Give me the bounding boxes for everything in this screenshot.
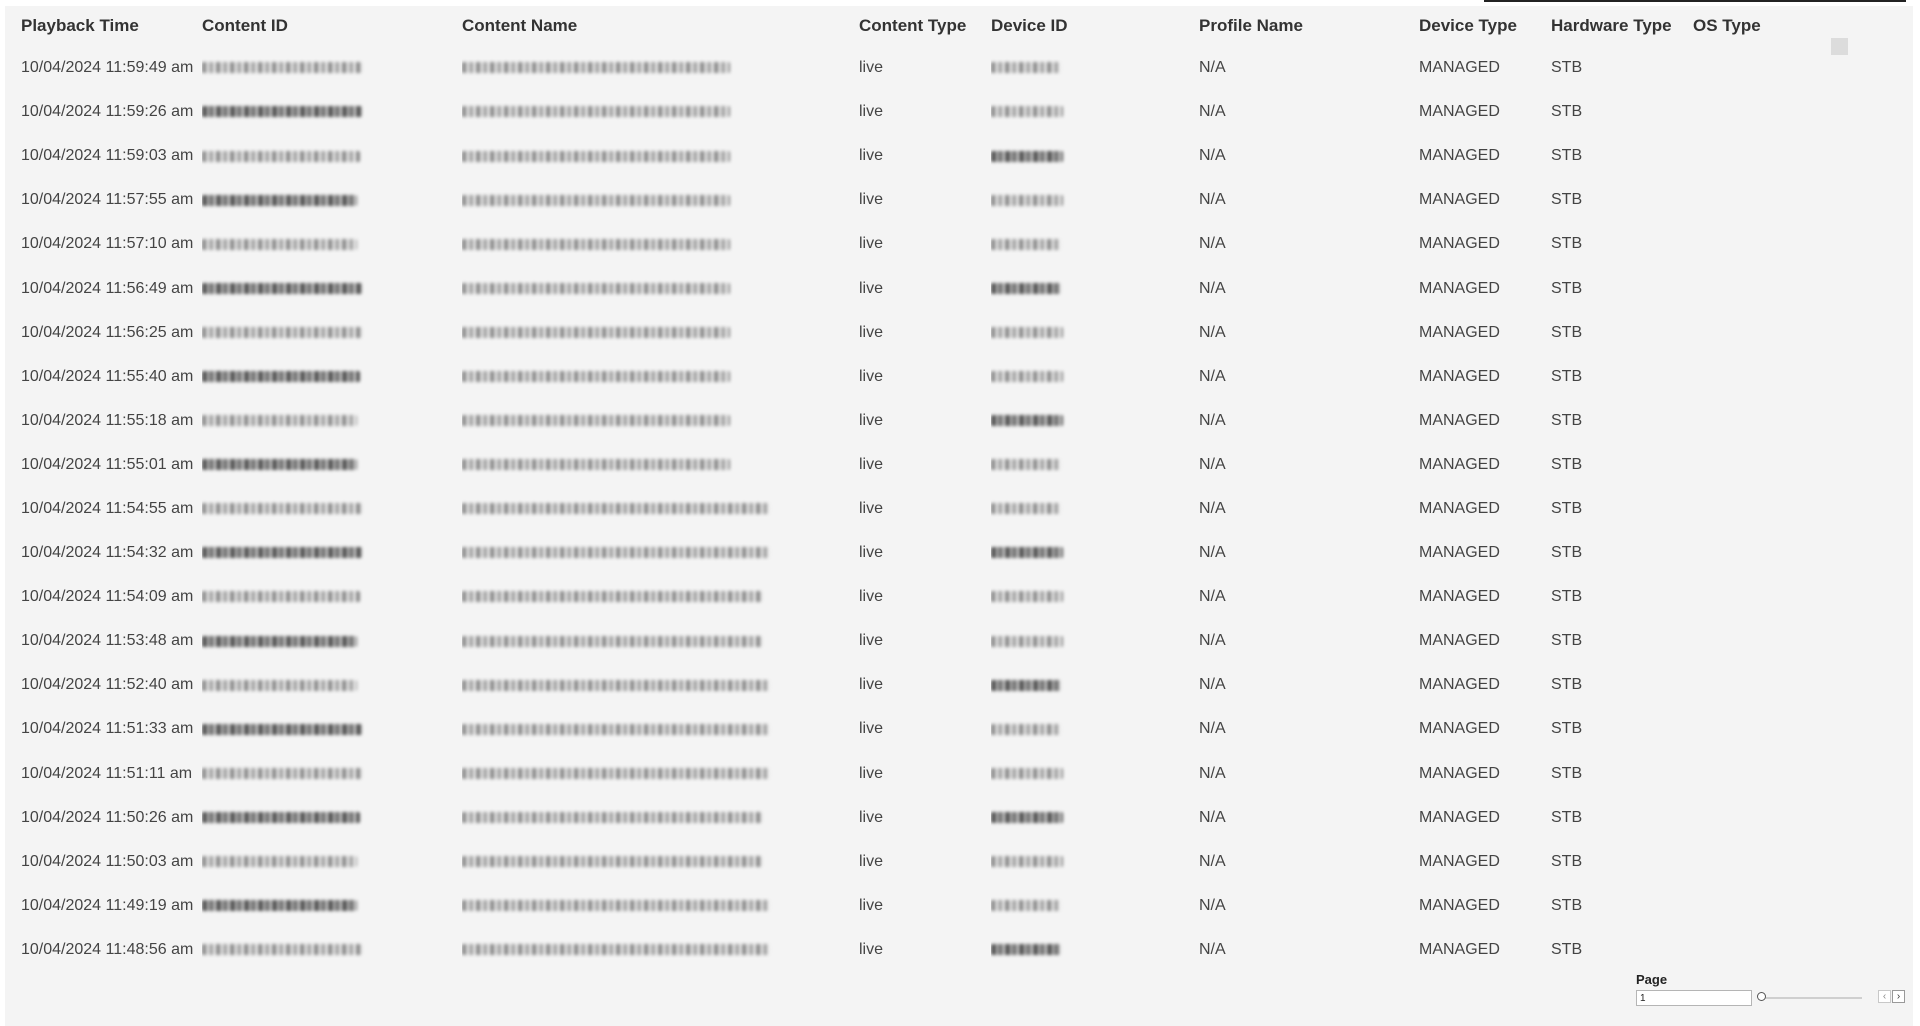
redacted-value xyxy=(202,900,357,911)
header-profile-name[interactable]: Profile Name xyxy=(1199,16,1303,35)
redacted-value xyxy=(462,503,770,514)
redacted-value xyxy=(202,239,357,250)
redacted-value xyxy=(202,591,360,602)
cell-playback-time: 10/04/2024 11:52:40 am xyxy=(21,676,194,694)
cell-hardware-type: STB xyxy=(1551,323,1583,341)
cell-os-type xyxy=(1693,311,1833,355)
cell-content-name xyxy=(462,266,859,310)
cell-content-id xyxy=(202,222,462,266)
cell-device-type: MANAGED xyxy=(1419,544,1500,562)
table-row[interactable] xyxy=(5,575,1833,619)
cell-device-type: MANAGED xyxy=(1419,103,1500,121)
redacted-value xyxy=(991,415,1063,426)
redacted-value xyxy=(991,547,1063,558)
cell-profile-name: N/A xyxy=(1199,411,1226,429)
cell-content-type: live xyxy=(859,632,884,650)
header-content-name[interactable]: Content Name xyxy=(462,16,578,35)
redacted-value xyxy=(202,768,362,779)
cell-content-name xyxy=(462,707,859,751)
cell-content-type: live xyxy=(859,544,884,562)
cell-hardware-type: STB xyxy=(1551,367,1583,385)
cell-device-type: MANAGED xyxy=(1419,411,1500,429)
cell-os-type xyxy=(1693,928,1833,972)
cell-hardware-type: STB xyxy=(1551,191,1583,209)
cell-playback-time: 10/04/2024 11:56:49 am xyxy=(21,279,194,297)
cell-content-id xyxy=(202,399,462,443)
redacted-value xyxy=(991,327,1063,338)
cell-os-type xyxy=(1693,752,1833,796)
cell-hardware-type: STB xyxy=(1551,852,1583,870)
cell-playback-time: 10/04/2024 11:55:01 am xyxy=(21,455,194,473)
cell-os-type xyxy=(1693,355,1833,399)
redacted-value xyxy=(202,151,360,162)
table-row[interactable] xyxy=(5,752,1833,796)
cell-content-name xyxy=(462,840,859,884)
cell-device-id xyxy=(991,840,1199,884)
redacted-value xyxy=(202,636,357,647)
redacted-value xyxy=(462,283,730,294)
cell-device-id xyxy=(991,266,1199,310)
cell-content-id xyxy=(202,311,462,355)
cell-content-name xyxy=(462,487,859,531)
redacted-value xyxy=(991,636,1063,647)
cell-content-id xyxy=(202,355,462,399)
cell-profile-name: N/A xyxy=(1199,852,1226,870)
cell-profile-name: N/A xyxy=(1199,588,1226,606)
cell-content-type: live xyxy=(859,235,884,253)
cell-hardware-type: STB xyxy=(1551,676,1583,694)
redacted-value xyxy=(462,106,730,117)
header-device-id[interactable]: Device ID xyxy=(991,16,1068,35)
cell-hardware-type: STB xyxy=(1551,632,1583,650)
cell-content-id xyxy=(202,443,462,487)
redacted-value xyxy=(462,151,730,162)
cell-content-name xyxy=(462,575,859,619)
cell-hardware-type: STB xyxy=(1551,411,1583,429)
cell-device-id xyxy=(991,355,1199,399)
redacted-value xyxy=(202,812,360,823)
cell-content-type: live xyxy=(859,940,884,958)
cell-profile-name: N/A xyxy=(1199,544,1226,562)
redacted-value xyxy=(202,944,362,955)
cell-profile-name: N/A xyxy=(1199,191,1226,209)
redacted-value xyxy=(202,459,357,470)
cell-content-type: live xyxy=(859,323,884,341)
cell-content-id xyxy=(202,884,462,928)
table-row[interactable] xyxy=(5,796,1833,840)
cell-playback-time: 10/04/2024 11:50:03 am xyxy=(21,852,194,870)
chevron-left-icon[interactable]: ‹ xyxy=(1878,990,1891,1003)
cell-playback-time: 10/04/2024 11:51:33 am xyxy=(21,720,194,738)
chevron-right-icon[interactable]: › xyxy=(1892,990,1905,1003)
cell-content-type: live xyxy=(859,499,884,517)
table-row[interactable] xyxy=(5,663,1833,707)
cell-os-type xyxy=(1693,619,1833,663)
cell-profile-name: N/A xyxy=(1199,940,1226,958)
cell-device-type: MANAGED xyxy=(1419,720,1500,738)
table-body xyxy=(5,46,1833,972)
redacted-value xyxy=(462,900,770,911)
cell-device-id xyxy=(991,752,1199,796)
cell-content-name xyxy=(462,46,859,90)
cell-content-name xyxy=(462,619,859,663)
cell-content-type: live xyxy=(859,367,884,385)
cell-profile-name: N/A xyxy=(1199,676,1226,694)
table-row[interactable] xyxy=(5,487,1833,531)
redacted-value xyxy=(202,371,360,382)
redacted-value xyxy=(462,768,770,779)
cell-content-id xyxy=(202,796,462,840)
redacted-value xyxy=(991,724,1061,735)
cell-content-id xyxy=(202,134,462,178)
redacted-value xyxy=(462,812,762,823)
redacted-value xyxy=(462,680,770,691)
redacted-value xyxy=(462,415,730,426)
redacted-value xyxy=(991,812,1063,823)
cell-device-type: MANAGED xyxy=(1419,59,1500,77)
cell-content-name xyxy=(462,928,859,972)
redacted-value xyxy=(991,944,1061,955)
table-row[interactable] xyxy=(5,443,1833,487)
cell-hardware-type: STB xyxy=(1551,279,1583,297)
cell-device-id xyxy=(991,134,1199,178)
cell-device-id xyxy=(991,311,1199,355)
redacted-value xyxy=(991,591,1063,602)
cell-content-name xyxy=(462,311,859,355)
cell-os-type xyxy=(1693,796,1833,840)
cell-hardware-type: STB xyxy=(1551,720,1583,738)
redacted-value xyxy=(202,62,362,73)
redacted-value xyxy=(462,636,762,647)
redacted-value xyxy=(991,151,1063,162)
cell-content-id xyxy=(202,90,462,134)
page-slider-track[interactable] xyxy=(1762,997,1862,999)
cell-device-type: MANAGED xyxy=(1419,632,1500,650)
cell-playback-time: 10/04/2024 11:57:55 am xyxy=(21,191,194,209)
cell-content-name xyxy=(462,531,859,575)
cell-content-name xyxy=(462,178,859,222)
cell-device-type: MANAGED xyxy=(1419,588,1500,606)
cell-content-type: live xyxy=(859,411,884,429)
cell-hardware-type: STB xyxy=(1551,59,1583,77)
cell-os-type xyxy=(1693,399,1833,443)
redacted-value xyxy=(991,371,1063,382)
cell-content-id xyxy=(202,707,462,751)
page-label: Page xyxy=(1636,972,1668,987)
table-row[interactable] xyxy=(5,355,1833,399)
cell-content-id xyxy=(202,266,462,310)
redacted-value xyxy=(202,415,357,426)
redacted-value xyxy=(462,327,730,338)
cell-os-type xyxy=(1693,222,1833,266)
table-row[interactable] xyxy=(5,619,1833,663)
cell-content-type: live xyxy=(859,103,884,121)
cell-hardware-type: STB xyxy=(1551,544,1583,562)
cell-content-id xyxy=(202,663,462,707)
export-checkbox-icon[interactable] xyxy=(1831,38,1848,55)
redacted-value xyxy=(202,195,357,206)
cell-content-name xyxy=(462,796,859,840)
table-row[interactable] xyxy=(5,928,1833,972)
redacted-value xyxy=(991,62,1061,73)
cell-hardware-type: STB xyxy=(1551,940,1583,958)
cell-device-type: MANAGED xyxy=(1419,499,1500,517)
table-row[interactable] xyxy=(5,311,1833,355)
cell-playback-time: 10/04/2024 11:59:26 am xyxy=(21,103,194,121)
header-playback-time[interactable]: Playback Time xyxy=(21,16,139,35)
table-row[interactable] xyxy=(5,46,1833,90)
cell-content-id xyxy=(202,46,462,90)
redacted-value xyxy=(202,503,362,514)
cell-device-id xyxy=(991,46,1199,90)
cell-profile-name: N/A xyxy=(1199,896,1226,914)
table-row[interactable] xyxy=(5,90,1833,134)
cell-device-type: MANAGED xyxy=(1419,455,1500,473)
cell-playback-time: 10/04/2024 11:59:03 am xyxy=(21,147,194,165)
cell-profile-name: N/A xyxy=(1199,632,1226,650)
cell-device-type: MANAGED xyxy=(1419,808,1500,826)
cell-content-id xyxy=(202,531,462,575)
cell-playback-time: 10/04/2024 11:53:48 am xyxy=(21,632,194,650)
redacted-value xyxy=(462,856,762,867)
cell-os-type xyxy=(1693,707,1833,751)
cell-device-id xyxy=(991,619,1199,663)
cell-device-id xyxy=(991,884,1199,928)
cell-content-type: live xyxy=(859,191,884,209)
cell-content-name xyxy=(462,399,859,443)
redacted-value xyxy=(991,503,1061,514)
cell-hardware-type: STB xyxy=(1551,235,1583,253)
table-row[interactable] xyxy=(5,840,1833,884)
cell-os-type xyxy=(1693,575,1833,619)
cell-device-type: MANAGED xyxy=(1419,764,1500,782)
redacted-value xyxy=(462,724,770,735)
cell-device-id xyxy=(991,222,1199,266)
redacted-value xyxy=(202,327,362,338)
cell-os-type xyxy=(1693,840,1833,884)
cell-device-id xyxy=(991,399,1199,443)
table-row[interactable] xyxy=(5,399,1833,443)
cell-device-type: MANAGED xyxy=(1419,896,1500,914)
cell-playback-time: 10/04/2024 11:48:56 am xyxy=(21,940,194,958)
redacted-value xyxy=(991,900,1061,911)
playback-table xyxy=(5,6,1833,972)
cell-device-id xyxy=(991,178,1199,222)
cell-content-name xyxy=(462,355,859,399)
cell-hardware-type: STB xyxy=(1551,147,1583,165)
cell-playback-time: 10/04/2024 11:56:25 am xyxy=(21,323,194,341)
cell-profile-name: N/A xyxy=(1199,764,1226,782)
redacted-value xyxy=(991,239,1061,250)
cell-content-name xyxy=(462,90,859,134)
redacted-value xyxy=(202,724,362,735)
cell-device-id xyxy=(991,443,1199,487)
cell-device-id xyxy=(991,531,1199,575)
cell-profile-name: N/A xyxy=(1199,235,1226,253)
playback-table-panel xyxy=(5,6,1913,1026)
cell-content-id xyxy=(202,487,462,531)
cell-playback-time: 10/04/2024 11:57:10 am xyxy=(21,235,194,253)
cell-content-type: live xyxy=(859,676,884,694)
cell-os-type xyxy=(1693,90,1833,134)
redacted-value xyxy=(462,239,730,250)
cell-content-name xyxy=(462,884,859,928)
cell-hardware-type: STB xyxy=(1551,103,1583,121)
cell-device-type: MANAGED xyxy=(1419,279,1500,297)
redacted-value xyxy=(462,62,730,73)
cell-profile-name: N/A xyxy=(1199,455,1226,473)
cell-playback-time: 10/04/2024 11:50:26 am xyxy=(21,808,194,826)
header-hardware-type[interactable]: Hardware Type xyxy=(1551,16,1672,35)
redacted-value xyxy=(462,459,730,470)
cell-content-id xyxy=(202,840,462,884)
cell-profile-name: N/A xyxy=(1199,147,1226,165)
redacted-value xyxy=(202,680,357,691)
cell-os-type xyxy=(1693,134,1833,178)
cell-device-type: MANAGED xyxy=(1419,676,1500,694)
cell-os-type xyxy=(1693,46,1833,90)
cell-playback-time: 10/04/2024 11:49:19 am xyxy=(21,896,194,914)
cell-content-name xyxy=(462,663,859,707)
page-number-input[interactable] xyxy=(1636,990,1752,1006)
cell-device-type: MANAGED xyxy=(1419,323,1500,341)
header-os-type[interactable]: OS Type xyxy=(1693,16,1761,35)
cell-content-id xyxy=(202,575,462,619)
cell-device-id xyxy=(991,796,1199,840)
cell-content-name xyxy=(462,134,859,178)
cell-device-id xyxy=(991,487,1199,531)
cell-profile-name: N/A xyxy=(1199,323,1226,341)
redacted-value xyxy=(202,283,362,294)
cell-playback-time: 10/04/2024 11:55:18 am xyxy=(21,411,194,429)
cell-device-type: MANAGED xyxy=(1419,235,1500,253)
header-content-id[interactable]: Content ID xyxy=(202,16,288,35)
cell-device-id xyxy=(991,575,1199,619)
cell-device-type: MANAGED xyxy=(1419,940,1500,958)
cell-content-type: live xyxy=(859,764,884,782)
cell-content-type: live xyxy=(859,455,884,473)
cell-profile-name: N/A xyxy=(1199,499,1226,517)
redacted-value xyxy=(991,680,1061,691)
cell-content-id xyxy=(202,928,462,972)
cell-hardware-type: STB xyxy=(1551,808,1583,826)
cell-content-type: live xyxy=(859,808,884,826)
cell-content-type: live xyxy=(859,896,884,914)
cell-content-type: live xyxy=(859,720,884,738)
page-slider-thumb[interactable] xyxy=(1757,992,1766,1001)
header-device-type[interactable]: Device Type xyxy=(1419,16,1517,35)
cell-os-type xyxy=(1693,178,1833,222)
redacted-value xyxy=(462,547,770,558)
cell-profile-name: N/A xyxy=(1199,720,1226,738)
cell-content-type: live xyxy=(859,147,884,165)
cell-device-type: MANAGED xyxy=(1419,852,1500,870)
cell-hardware-type: STB xyxy=(1551,588,1583,606)
redacted-value xyxy=(991,459,1061,470)
cell-content-type: live xyxy=(859,852,884,870)
redacted-value xyxy=(991,195,1063,206)
cell-device-id xyxy=(991,90,1199,134)
cell-os-type xyxy=(1693,663,1833,707)
redacted-value xyxy=(991,768,1063,779)
cell-os-type xyxy=(1693,884,1833,928)
cell-hardware-type: STB xyxy=(1551,455,1583,473)
cell-content-name xyxy=(462,752,859,796)
cell-device-type: MANAGED xyxy=(1419,367,1500,385)
cell-device-id xyxy=(991,663,1199,707)
cell-device-id xyxy=(991,707,1199,751)
table-row[interactable] xyxy=(5,134,1833,178)
table-row[interactable] xyxy=(5,222,1833,266)
table-row[interactable] xyxy=(5,707,1833,751)
cell-os-type xyxy=(1693,266,1833,310)
table-row[interactable] xyxy=(5,884,1833,928)
redacted-value xyxy=(991,856,1063,867)
table-row[interactable] xyxy=(5,178,1833,222)
cell-playback-time: 10/04/2024 11:54:09 am xyxy=(21,588,194,606)
redacted-value xyxy=(462,944,770,955)
cell-os-type xyxy=(1693,443,1833,487)
cell-content-id xyxy=(202,178,462,222)
top-border-line xyxy=(1484,0,1906,2)
cell-content-id xyxy=(202,752,462,796)
cell-playback-time: 10/04/2024 11:59:49 am xyxy=(21,59,194,77)
cell-profile-name: N/A xyxy=(1199,279,1226,297)
redacted-value xyxy=(202,547,362,558)
redacted-value xyxy=(462,591,762,602)
table-header-row xyxy=(5,6,1833,46)
cell-os-type xyxy=(1693,531,1833,575)
cell-content-type: live xyxy=(859,59,884,77)
cell-content-type: live xyxy=(859,588,884,606)
redacted-value xyxy=(991,283,1061,294)
cell-hardware-type: STB xyxy=(1551,764,1583,782)
cell-content-id xyxy=(202,619,462,663)
redacted-value xyxy=(462,371,730,382)
cell-profile-name: N/A xyxy=(1199,367,1226,385)
cell-content-name xyxy=(462,443,859,487)
redacted-value xyxy=(202,106,362,117)
cell-profile-name: N/A xyxy=(1199,103,1226,121)
cell-playback-time: 10/04/2024 11:54:55 am xyxy=(21,499,194,517)
cell-hardware-type: STB xyxy=(1551,499,1583,517)
cell-hardware-type: STB xyxy=(1551,896,1583,914)
table-row[interactable] xyxy=(5,531,1833,575)
cell-profile-name: N/A xyxy=(1199,59,1226,77)
cell-content-type: live xyxy=(859,279,884,297)
cell-profile-name: N/A xyxy=(1199,808,1226,826)
cell-device-type: MANAGED xyxy=(1419,191,1500,209)
cell-playback-time: 10/04/2024 11:54:32 am xyxy=(21,544,194,562)
page-control xyxy=(1636,972,1906,1012)
cell-playback-time: 10/04/2024 11:51:11 am xyxy=(21,764,193,782)
redacted-value xyxy=(991,106,1063,117)
table-row[interactable] xyxy=(5,266,1833,310)
cell-device-type: MANAGED xyxy=(1419,147,1500,165)
cell-playback-time: 10/04/2024 11:55:40 am xyxy=(21,367,194,385)
cell-content-name xyxy=(462,222,859,266)
redacted-value xyxy=(202,856,357,867)
redacted-value xyxy=(462,195,730,206)
header-content-type[interactable]: Content Type xyxy=(859,16,967,35)
cell-device-id xyxy=(991,928,1199,972)
cell-os-type xyxy=(1693,487,1833,531)
